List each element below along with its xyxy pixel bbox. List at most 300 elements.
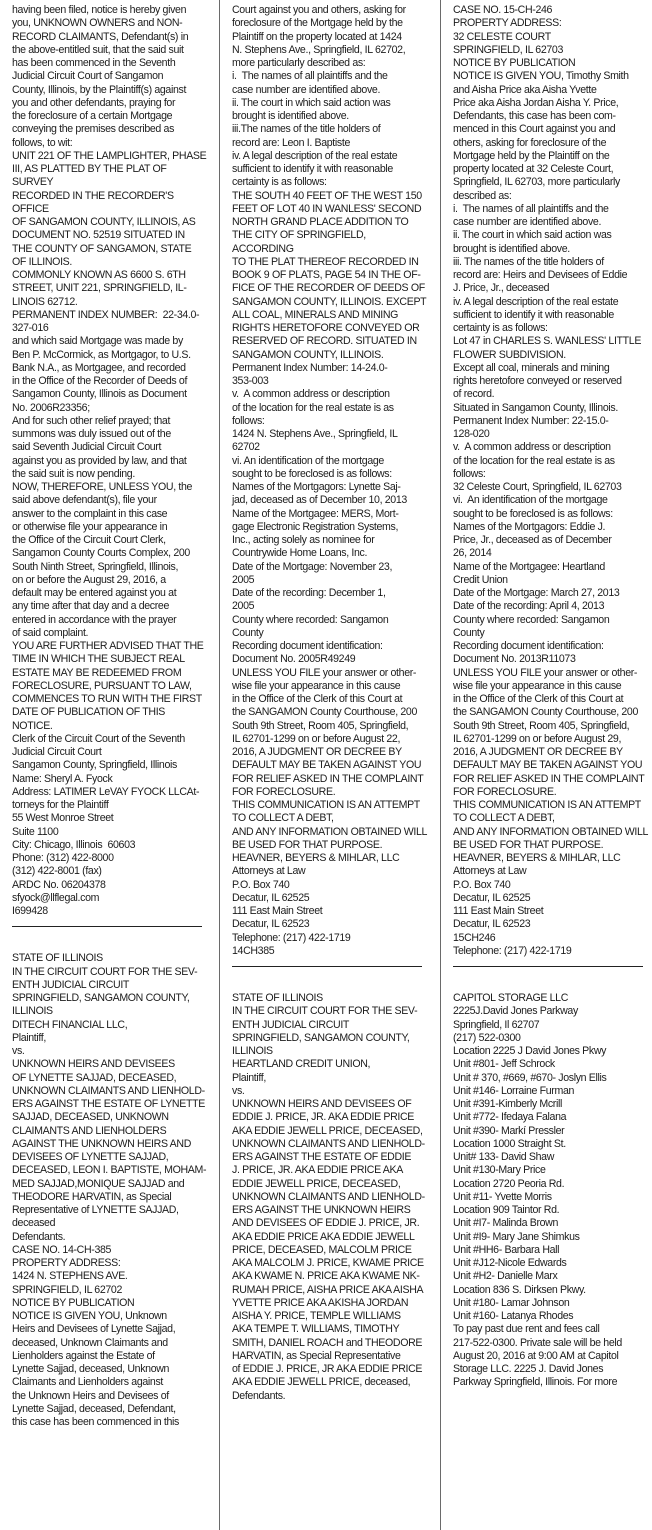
notice-line: Name of the Mortgagee: Heartland (453, 560, 605, 573)
notice-line: Decatur, IL 62525 (232, 891, 310, 904)
notice-line: Credit Union (453, 573, 508, 586)
notice-line: Location 836 S. Dirksen Pkwy. (453, 1283, 586, 1296)
notice-line: Unit #390- Markí Pressler (453, 1124, 565, 1137)
notice-line: TO COLLECT A DEBT, (453, 812, 555, 825)
notice-line: Phone: (312) 422-8000 (12, 852, 114, 864)
notice-line: ENTH JUDICIAL CIRCUIT (12, 978, 130, 991)
notice-line: FOR RELIEF ASKED IN THE COMPLAINT (453, 772, 645, 785)
notice-line: Decatur, IL 62523 (232, 918, 310, 931)
notice-line: (217) 522-0300 (453, 1031, 521, 1044)
notice-line: SMITH, DANIEL ROACH and THEODORE (232, 1336, 423, 1349)
notice-line: PROPERTY ADDRESS: (12, 1257, 121, 1269)
notice-line: Storage LLC. 2225 J. David Jones (453, 1363, 604, 1375)
notice-line: CASE NO. 14-CH-385 (12, 1243, 112, 1256)
notice-line: AKA EDDIE JEWELL PRICE, DECEASED, (232, 1124, 423, 1137)
notice-line: summons was duly issued out of the (12, 428, 171, 440)
notice-line: in the Office of the Recorder of Deeds of (12, 375, 188, 387)
notice-line: vs. (232, 1084, 245, 1097)
notice-line: P.O. Box 740 (453, 878, 511, 891)
notice-line: rights heretofore conveyed or reserved (453, 375, 622, 387)
notice-line: Countrywide Home Loans, Inc. (232, 547, 368, 560)
notice-line: FOR FORECLOSURE. (453, 785, 557, 798)
notice-line: Lienholders against the Estate of (12, 1349, 155, 1362)
column-3 (453, 4, 649, 1390)
notice-line: 14CH385 (232, 944, 275, 957)
notice-line: ERS AGAINST THE ESTATE OF LYNETTE (12, 1098, 205, 1110)
notice-line: NORTH GRAND PLACE ADDITION TO (232, 216, 409, 228)
notice-line: County where recorded: Sangamon (232, 613, 389, 626)
notice-line: any time after that day and a decree (12, 600, 170, 613)
notice-line: Location 2720 Peoria Rd. (453, 1177, 565, 1190)
notice-line: AISHA Y. PRICE, TEMPLE WILLIAMS (232, 1310, 401, 1322)
notice-line: the said suit is now pending. (12, 467, 135, 480)
notice-line: Unit # 370, #669, #670- Joslyn Ellis (453, 1071, 607, 1084)
notice-line: Plaintiff, (232, 1071, 266, 1084)
notice-line: wise file your appearance in this cause (453, 679, 622, 692)
notice-line: THIS COMMUNICATION IS AN ATTEMPT (232, 799, 420, 811)
notice-line: follows, to wit: (12, 136, 73, 149)
notice-line: NOTICE BY PUBLICATION (453, 57, 576, 69)
notice-line: brought is identified above. (453, 242, 570, 255)
notice-line: N. Stephens Ave., Springfield, IL 62702, (232, 43, 406, 56)
notice-line: South Ninth Street, Springfield, Illinois, (12, 560, 179, 573)
notice-line: FOR FORECLOSURE. (232, 785, 336, 798)
notice-line: Unit #801- Jeff Schrock (453, 1058, 555, 1071)
notice-line: Location 909 Taintor Rd. (453, 1204, 560, 1216)
notice-line: 2005 (232, 573, 255, 586)
notice-line: sfyock@llflegal.com (12, 891, 100, 904)
notice-line: CLAIMANTS AND LIENHOLDERS (12, 1124, 167, 1137)
notice-line: 111 East Main Street (453, 905, 544, 917)
foreclosure-notice-sajjad (12, 952, 208, 1429)
notice-line: Judicial Circuit Court (12, 746, 102, 758)
notice-line: DECEASED, LEON I. BAPTISTE, MOHAM- (12, 1164, 207, 1177)
notice-line: of the location for the real estate is as (453, 454, 615, 467)
notice-line: SPRINGFIELD, IL 62703 (453, 43, 564, 56)
notice-line: County (453, 626, 485, 639)
notice-line: Decatur, IL 62525 (453, 891, 531, 904)
notice-line: PRICE, DECEASED, MALCOLM PRICE (232, 1243, 412, 1256)
notice-line: SPRINGFIELD, IL 62702 (12, 1283, 123, 1296)
notice-line: HEARTLAND CREDIT UNION, (232, 1058, 371, 1071)
notice-line: foreclosure of the Mortgage held by the (232, 17, 403, 30)
notice-line: OF ILLINOIS. (12, 255, 72, 268)
notice-line: Date of the Mortgage: November 23, (232, 560, 393, 573)
notice-line: conveying the premises described as (12, 123, 175, 136)
notice-line: ESTATE MAY BE REDEEMED FROM (12, 666, 182, 679)
notice-line: RECORD CLAIMANTS, Defendant(s) in (12, 30, 189, 43)
notice-line: DATE OF PUBLICATION OF THIS NOTICE. (12, 706, 168, 732)
notice-line: deceased (12, 1217, 56, 1230)
notice-line: RUMAH PRICE, AISHA PRICE AKA AISHA (232, 1283, 424, 1296)
notice-line: To pay past due rent and fees call (453, 1323, 600, 1336)
notice-line: record are: Heirs and Devisees of Eddie (453, 269, 628, 281)
notice-line: Permanent Index Number: 14-24.0- (232, 361, 388, 374)
notice-line: Date of the Mortgage: March 27, 2013 (453, 587, 620, 599)
notice-line: certainty is as follows: (232, 176, 327, 189)
notice-line: City: Chicago, Illinois 60603 (12, 838, 136, 851)
notice-line: having been filed, notice is hereby given (12, 4, 187, 16)
notice-line: others, asking for foreclosure of the (453, 136, 607, 149)
notice-line: BOOK 9 OF PLATS, PAGE 54 IN THE OF- (232, 269, 421, 281)
notice-line: South 9th Street, Room 405, Springfield, (453, 719, 630, 732)
notice-line: Unit #HH6- Barbara Hall (453, 1243, 560, 1256)
notice-line: Unit #772- Ifedaya Falana (453, 1111, 567, 1124)
notice-line: v. A common address or description (453, 441, 611, 454)
notice-line: Unit #I9- Mary Jane Shimkus (453, 1230, 580, 1243)
notice-line: UNKNOWN CLAIMANTS AND LIENHOLD- (232, 1137, 425, 1150)
notice-line: (312) 422-8001 (fax) (12, 865, 102, 878)
notice-line: SPRINGFIELD, SANGAMON COUNTY, (12, 992, 190, 1004)
notice-line: Heirs and Devisees of Lynette Sajjad, (12, 1323, 176, 1336)
notice-line: DITECH FINANCIAL LLC, (12, 1018, 128, 1031)
notice-line: 111 East Main Street (232, 905, 323, 917)
notice-line: Names of the Mortgagors: Eddie J. (453, 520, 606, 533)
notice-line: said Seventh Judicial Circuit Court (12, 441, 162, 454)
notice-line: Suite 1100 (12, 825, 59, 838)
notice-line: Bank N.A., as Mortgagee, and recorded (12, 361, 186, 374)
notice-line: i. The names of all plaintiffs and the (232, 70, 388, 83)
notice-line: in the Office of the Clerk of this Court at (453, 693, 624, 705)
foreclosure-notice-price (232, 992, 428, 1403)
notice-line: ALL COAL, MINERALS AND MINING (232, 308, 399, 321)
notice-line: Unit #391-Kimberly Mcrill (453, 1098, 562, 1110)
notice-line: Attorneys at Law (453, 865, 527, 878)
notice-line: Unit #160- Latanya Rhodes (453, 1310, 574, 1322)
notice-line: vi. An identification of the mortgage (232, 454, 384, 467)
notice-line: TIME IN WHICH THE SUBJECT REAL (12, 653, 185, 666)
notice-line: Price aka Aisha Jordan Aisha Y. Price, (453, 96, 619, 109)
notice-line: TO COLLECT A DEBT, (232, 812, 334, 825)
notice-line: RESERVED OF RECORD. SITUATED IN (232, 335, 417, 348)
notice-line: NOTICE IS GIVEN YOU, Unknown (12, 1310, 167, 1322)
notice-line: answer to the complaint in this case (12, 507, 168, 520)
notice-line: Attorneys at Law (232, 865, 306, 878)
notice-line: Sangamon County, Springfield, Illinois (12, 759, 177, 772)
notice-line: Judicial Circuit Court of Sangamon (12, 70, 164, 83)
notice-line: you and other defendants, praying for (12, 96, 176, 109)
notice-line: IN THE CIRCUIT COURT FOR THE SEV- (232, 1005, 418, 1018)
notice-line: NOTICE IS GIVEN YOU, Timothy Smith (453, 70, 629, 83)
foreclosure-notice-sajjad-continued (232, 4, 428, 958)
notice-line: THE SOUTH 40 FEET OF THE WEST 150 (232, 189, 422, 202)
notice-line: Inc., acting solely as nominee for (232, 534, 375, 546)
notice-line: Price, Jr., deceased as of December (453, 534, 612, 546)
notice-line: Names of the Mortgagors: Lynette Saj- (232, 481, 401, 493)
notice-line: UNKNOWN HEIRS AND DEVISEES OF (232, 1098, 412, 1110)
notice-line: entered in accordance with the prayer (12, 613, 177, 626)
notice-line: THEODORE HARVATIN, as Special (12, 1190, 172, 1203)
notice-line: FEET OF LOT 40 IN WANLESS' SECOND (232, 202, 422, 215)
notice-line: of the location for the real estate is as (232, 401, 394, 414)
notice-line: YVETTE PRICE AKA AKISHA JORDAN (232, 1296, 409, 1309)
notice-line: OF SANGAMON COUNTY, ILLINOIS, AS (12, 216, 196, 228)
notice-line: jad, deceased as of December 10, 2013 (232, 494, 407, 507)
notice-line: THIS COMMUNICATION IS AN ATTEMPT (453, 799, 641, 811)
notice-line: PROPERTY ADDRESS: (453, 17, 562, 30)
notice-line: TO THE PLAT THEREOF RECORDED IN (232, 255, 419, 268)
notice-line: CAPITOL STORAGE LLC (453, 992, 569, 1004)
storage-sale-notice (453, 992, 649, 1390)
notice-line: 327-016 (12, 322, 49, 334)
notice-line: 26, 2014 (453, 547, 492, 560)
notice-line: DEVISEES OF LYNETTE SAJJAD, (12, 1151, 169, 1163)
notice-line: BE USED FOR THAT PURPOSE. (232, 838, 383, 851)
notice-line: Ben P. McCormick, as Mortgagor, to U.S. (12, 348, 191, 361)
notice-line: Clerk of the Circuit Court of the Seventh (12, 732, 185, 745)
notice-line: Unit #180- Lamar Johnson (453, 1296, 570, 1309)
notice-line: certainty is as follows: (453, 322, 548, 334)
notice-line: Springfield, IL 62703, more particularly (453, 176, 620, 189)
notice-line: Permanent Index Number: 22-15.0- (453, 414, 609, 427)
notice-line: 2016, A JUDGMENT OR DECREE BY (453, 746, 623, 758)
notice-line: South 9th Street, Room 405, Springfield, (232, 719, 409, 732)
notice-line: DEFAULT MAY BE TAKEN AGAINST YOU (232, 759, 422, 772)
notice-line: Date of the recording: December 1, (232, 587, 386, 599)
notice-line: August 20, 2016 at 9:00 AM at Capitol (453, 1349, 619, 1362)
notice-line: COMMENCES TO RUN WITH THE FIRST (12, 693, 202, 705)
notice-line: ii. The court in which said action was (453, 229, 612, 242)
notice-line: NOW, THEREFORE, UNLESS YOU, the (12, 481, 193, 493)
notice-line: Lot 47 in CHARLES S. WANLESS' LITTLE (453, 335, 642, 348)
notice-line: EDDIE J. PRICE, JR. AKA EDDIE PRICE (232, 1111, 415, 1124)
column-2 (232, 4, 428, 1403)
notice-line: UNIT 221 OF THE LAMPLIGHTER, PHASE (12, 149, 207, 162)
notice-line: Unit #I7- Malinda Brown (453, 1217, 559, 1230)
notice-line: i. The names of all plaintiffs and the (453, 202, 609, 215)
notice-line: Except all coal, minerals and mining (453, 361, 610, 374)
notice-line: UNKNOWN CLAIMANTS AND LIENHOLD- (232, 1190, 425, 1203)
column-divider (440, 0, 441, 1530)
notice-line: Unit# 133- David Shaw (453, 1151, 554, 1163)
notice-line: the Office of the Circuit Court Clerk, (12, 534, 166, 546)
notice-line: on or before the August 29, 2016, a (12, 573, 166, 586)
notice-line: the foreclosure of a certain Mortgage (12, 110, 173, 122)
notice-line: Unit #130-Mary Price (453, 1164, 546, 1177)
notice-line: Location 2225 J David Jones Pkwy (453, 1045, 607, 1057)
notice-line: iii. The names of the title holders of (453, 255, 604, 268)
notice-line: default may be entered against you at (12, 587, 177, 599)
notice-line: property located at 32 Celeste Court, (453, 163, 614, 175)
notice-line: HEAVNER, BEYERS & MIHLAR, LLC (453, 852, 621, 864)
notice-line: sought to be foreclosed is as follows: (453, 507, 613, 520)
notice-line: of said complaint. (12, 626, 89, 639)
notice-line: EDDIE JEWELL PRICE, DECEASED, (232, 1177, 401, 1190)
notice-line: UNKNOWN CLAIMANTS AND LIENHOLD- (12, 1084, 205, 1097)
notice-line: SAJJAD, DECEASED, UNKNOWN (12, 1111, 169, 1124)
notice-line: iv. A legal description of the real estate (232, 149, 398, 162)
column-1 (12, 4, 208, 1429)
notice-line: sufficient to identify it with reasonable (232, 163, 393, 175)
notice-line: CASE NO. 15-CH-246 (453, 4, 553, 16)
notice-line: 32 CELESTE COURT (453, 30, 551, 43)
notice-line: ILLINOIS (232, 1045, 273, 1057)
notice-separator (12, 926, 202, 927)
notice-line: Court against you and others, asking for (232, 4, 406, 16)
notice-line: sufficient to identify it with reasonable (453, 308, 614, 321)
notice-line: Unit #11- Yvette Morris (453, 1190, 552, 1203)
notice-line: FLOWER SUBDIVISION. (453, 348, 566, 361)
column-divider (219, 0, 220, 1530)
notice-line: the Unknown Heirs and Devisees of (12, 1389, 169, 1402)
notice-line: Representative of LYNETTE SAJJAD, (12, 1204, 179, 1216)
notice-line: THE CITY OF SPRINGFIELD, ACCORDING (232, 229, 368, 255)
notice-line: iii.The names of the title holders of (232, 123, 381, 136)
notice-line: follows: (453, 467, 486, 480)
notice-line: I699428 (12, 905, 48, 917)
notice-line: Recording document identification: (453, 640, 604, 652)
notice-line: 32 Celeste Court, Springfield, IL 62703 (453, 481, 622, 493)
notice-line: 2016, A JUDGMENT OR DECREE BY (232, 746, 402, 758)
notice-line: described as: (453, 189, 512, 202)
notice-line: iv. A legal description of the real estate (453, 295, 619, 308)
notice-line: RECORDED IN THE RECORDER'S OFFICE (12, 189, 177, 215)
notice-line: of EDDIE J. PRICE, JR AKA EDDIE PRICE (232, 1363, 423, 1375)
foreclosure-notice-price-continued (453, 4, 649, 958)
notice-line: SANGAMON COUNTY, ILLINOIS. EXCEPT (232, 295, 427, 308)
notice-line: 62702 (232, 441, 260, 454)
notice-line: torneys for the Plaintiff (12, 799, 109, 811)
notice-line: YOU ARE FURTHER ADVISED THAT THE (12, 640, 204, 652)
notice-line: STATE OF ILLINOIS (12, 952, 103, 965)
notice-line: 217-522-0300. Private sale will be held (453, 1336, 622, 1349)
notice-line: Recording document identification: (232, 640, 383, 652)
notice-line: LINOIS 62712. (12, 295, 78, 308)
notice-line: FICE OF THE RECORDER OF DEEDS OF (232, 282, 425, 295)
notice-line: of record. (453, 388, 495, 401)
notice-line: UNLESS YOU FILE your answer or other- (232, 666, 417, 679)
notice-line: BE USED FOR THAT PURPOSE. (453, 838, 604, 851)
notice-line: Unit #J12-Nicole Edwards (453, 1257, 567, 1269)
notice-line: more particularly described as: (232, 57, 366, 69)
notice-line: AND ANY INFORMATION OBTAINED WILL (453, 825, 649, 838)
notice-line: 2225J.David Jones Parkway (453, 1005, 578, 1018)
notice-line: AKA TEMPE T. WILLIAMS, TIMOTHY (232, 1323, 400, 1336)
foreclosure-notice-lamplighter (12, 4, 208, 918)
notice-line: Defendants. (12, 1230, 66, 1243)
notice-line: Lynette Sajjad, deceased, Unknown (12, 1363, 170, 1375)
notice-line: ENTH JUDICIAL CIRCUIT (232, 1018, 350, 1031)
notice-line: ERS AGAINST THE UNKNOWN HEIRS (232, 1204, 411, 1216)
notice-line: against you as provided by law, and that (12, 454, 187, 467)
notice-line: ii. The court in which said action was (232, 96, 391, 109)
notice-line: STREET, UNIT 221, SPRINGFIELD, IL- (12, 282, 187, 295)
notice-line: NOTICE BY PUBLICATION (12, 1296, 135, 1309)
notice-line: vi. An identification of the mortgage (453, 494, 608, 507)
notice-line: HEAVNER, BEYERS & MIHLAR, LLC (232, 852, 400, 864)
notice-line: Unit #146- Lorraine Furman (453, 1084, 575, 1097)
notice-line: Lynette Sajjad, deceased, Defendant, (12, 1402, 176, 1415)
notice-line: AGAINST THE UNKNOWN HEIRS AND (12, 1137, 191, 1150)
notice-line: ILLINOIS (12, 1005, 53, 1018)
notice-line: case number are identified above. (232, 83, 381, 96)
notice-line: Sangamon County Courts Complex, 200 (12, 547, 190, 560)
notice-line: sought to be foreclosed is as follows: (232, 467, 392, 480)
notice-line: Date of the recording: April 4, 2013 (453, 600, 605, 613)
notice-line: Unit #H2- Danielle Marx (453, 1270, 558, 1283)
notice-line: Defendants. (232, 1389, 286, 1402)
notice-line: the above-entitled suit, that the said suit (12, 43, 184, 56)
notice-line: COMMONLY KNOWN AS 6600 S. 6TH (12, 269, 186, 281)
notice-line: OF LYNETTE SAJJAD, DECEASED, (12, 1071, 177, 1084)
notice-line: 353-003 (232, 375, 269, 387)
notice-line: record are: Leon I. Baptiste (232, 136, 350, 149)
notice-line: FOR RELIEF ASKED IN THE COMPLAINT (232, 772, 424, 785)
notice-line: 15CH246 (453, 931, 496, 944)
notice-line: deceased, Unknown Claimants and (12, 1336, 168, 1349)
notice-line: gage Electronic Registration Systems, (232, 520, 399, 533)
notice-line: this case has been commenced in this (12, 1416, 180, 1428)
notice-line: Plaintiff, (12, 1031, 46, 1044)
notice-line: AKA MALCOLM J. PRICE, KWAME PRICE (232, 1257, 424, 1269)
notice-line: UNKNOWN HEIRS AND DEVISEES (12, 1058, 175, 1071)
notice-line: AND ANY INFORMATION OBTAINED WILL (232, 825, 428, 838)
notice-line: IN THE CIRCUIT COURT FOR THE SEV- (12, 965, 198, 978)
notice-line: No. 2006R23356; (12, 401, 90, 414)
notice-line: 2005 (232, 600, 255, 613)
notice-line: ARDC No. 06204378 (12, 878, 106, 891)
notice-line: County (232, 626, 264, 639)
notice-line: in the Office of the Clerk of this Court at (232, 693, 403, 705)
notice-line: 55 West Monroe Street (12, 812, 114, 825)
notice-line: AND DEVISEES OF EDDIE J. PRICE, JR. (232, 1217, 420, 1230)
notice-line: County, Illinois, by the Plaintiff(s) against (12, 83, 187, 96)
notice-line: MED SAJJAD,MONIQUE SAJJAD and (12, 1177, 185, 1190)
notice-line: AKA EDDIE PRICE AKA EDDIE JEWELL (232, 1230, 415, 1243)
notice-line: menced in this Court against you and (453, 123, 616, 136)
notice-line: you, UNKNOWN OWNERS and NON- (12, 17, 183, 30)
notice-line: Springfield, Il 62707 (453, 1018, 540, 1031)
notice-line: the SANGAMON County Courthouse, 200 (232, 706, 418, 719)
notice-line: THE COUNTY OF SANGAMON, STATE (12, 242, 192, 255)
notice-line: DEFAULT MAY BE TAKEN AGAINST YOU (453, 759, 643, 772)
notice-line: HARVATIN, as Special Representative (232, 1349, 401, 1362)
notice-line: Claimants and Lienholders against (12, 1376, 163, 1389)
notice-line: UNLESS YOU FILE your answer or other- (453, 666, 638, 679)
notice-line: vs. (12, 1045, 25, 1057)
notice-line: Document No. 2005R49249 (232, 653, 356, 666)
notice-line: DOCUMENT NO. 52519 SITUATED IN (12, 229, 185, 242)
notice-line: SPRINGFIELD, SANGAMON COUNTY, (232, 1031, 410, 1044)
notice-line: Telephone: (217) 422-1719 (232, 931, 351, 944)
notice-line: brought is identified above. (232, 110, 349, 122)
notice-line: Document No. 2013R11073 (453, 653, 576, 666)
notice-line: Name of the Mortgagee: MERS, Mort- (232, 507, 399, 520)
notice-line: and which said Mortgage was made by (12, 335, 183, 348)
notice-line: J. PRICE, JR. AKA EDDIE PRICE AKA (232, 1164, 403, 1177)
notice-line: County where recorded: Sangamon (453, 613, 610, 626)
notice-line: AKA EDDIE JEWELL PRICE, deceased, (232, 1376, 411, 1389)
notice-line: Situated in Sangamon County, Illinois. (453, 401, 618, 414)
notice-line: v. A common address or description (232, 388, 390, 401)
notice-line: III, AS PLATTED BY THE PLAT OF SURVEY (12, 163, 170, 189)
notice-line: follows: (232, 414, 265, 427)
notice-line: PERMANENT INDEX NUMBER: 22-34.0- (12, 308, 200, 321)
notice-line: Sangamon County, Illinois as Document (12, 388, 187, 401)
notice-line: has been commenced in the Seventh (12, 57, 176, 69)
notice-line: Mortgage held by the Plaintiff on the (453, 149, 610, 162)
notice-line: And for such other relief prayed; that (12, 414, 171, 427)
notice-line: case number are identified above. (453, 216, 602, 228)
notice-separator (232, 966, 422, 967)
notice-line: Location 1000 Straight St. (453, 1137, 566, 1150)
notice-line: STATE OF ILLINOIS (232, 992, 323, 1004)
notice-line: J. Price, Jr., deceased (453, 282, 550, 295)
notice-line: Plaintiff on the property located at 1424 (232, 30, 402, 43)
notice-line: wise file your appearance in this cause (232, 679, 401, 692)
notice-line: the SANGAMON County Courthouse, 200 (453, 706, 639, 719)
notice-line: FORECLOSURE, PURSUANT TO LAW, (12, 679, 192, 692)
